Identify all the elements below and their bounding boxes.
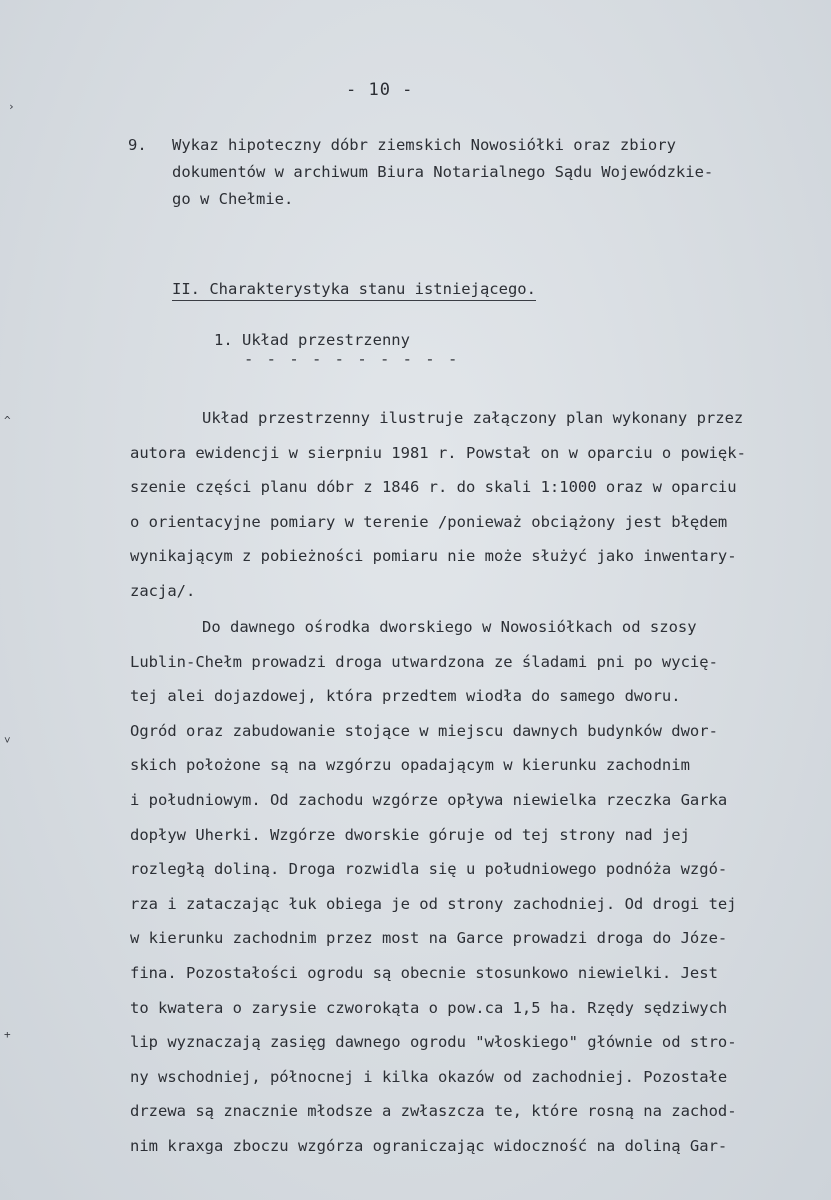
page-number: - 10 -	[346, 80, 414, 100]
text-line: Lublin-Chełm prowadzi droga utwardzona ze śladami pni po wycię-	[130, 652, 718, 671]
text-line: nim kraxga zboczu wzgórza ograniczając widoczność na doliną Gar-	[130, 1136, 728, 1155]
text-line: ny wschodniej, północnej i kilka okazów od zachodniej. Pozostałe	[130, 1067, 728, 1086]
bibliography-item-9	[128, 132, 768, 213]
margin-mark: ˅	[4, 734, 11, 747]
text-line: rza i zataczając łuk obiega je od strony zachodniej. Od drogi tej	[130, 894, 737, 913]
text-line: drzewa są znacznie młodsze a zwłaszcza te, które rosną na zachod-	[130, 1102, 737, 1121]
margin-mark: ^	[4, 414, 11, 427]
text-line: Do dawnego ośrodka dworskiego w Nowosiółkach od szosy	[202, 618, 697, 636]
text-line: skich położone są na wzgórzu opadającym w kierunku zachodnim	[130, 756, 690, 775]
paragraph-2	[130, 610, 820, 1164]
text-line: autora ewidencji w sierpniu 1981 r. Powstał on w oparciu o powięk-	[130, 443, 746, 462]
text-line: tej alei dojazdowej, która przedtem wiodła do samego dworu.	[130, 687, 681, 706]
subsection-underline: - - - - - - - - - -	[244, 350, 460, 368]
item-line: dokumentów w archiwum Biura Notarialnego Sądu Wojewódzkie-	[172, 163, 714, 181]
text-line: o orientacyjne pomiary w terenie /ponieważ obciążony jest błędem	[130, 512, 728, 531]
text-line: zacja/.	[130, 581, 196, 600]
text-line: Ogród oraz zabudowanie stojące w miejscu dawnych budynków dwor-	[130, 721, 718, 740]
text-line: i południowym. Od zachodu wzgórze opływa niewielka rzeczka Garka	[130, 790, 728, 809]
text-line: rozległą doliną. Droga rozwidla się u południowego podnóża wzgó-	[130, 860, 728, 879]
text-line: lip wyznaczają zasięg dawnego ogrodu "włoskiego" głównie od stro-	[130, 1033, 737, 1052]
item-number: 9.	[128, 136, 147, 154]
item-line: Wykaz hipoteczny dóbr ziemskich Nowosiółki oraz zbiory	[172, 136, 676, 154]
text-line: to kwatera o zarysie czworokąta o pow.ca 1,5 ha. Rzędy sędziwych	[130, 998, 728, 1017]
margin-mark: ›	[8, 100, 15, 113]
subsection-heading: 1. Układ przestrzenny	[214, 331, 410, 349]
text-line: dopływ Uherki. Wzgórze dworskie góruje od tej strony nad jej	[130, 825, 690, 844]
text-line: w kierunku zachodnim przez most na Garce prowadzi droga do Józe-	[130, 929, 728, 948]
paragraph-1	[130, 401, 820, 609]
text-line: wynikającym z pobieżności pomiaru nie może służyć jako inwentary-	[130, 547, 737, 566]
text-line: Układ przestrzenny ilustruje załączony plan wykonany przez	[202, 409, 744, 427]
section-heading: II. Charakterystyka stanu istniejącego.	[172, 280, 536, 301]
text-line: szenie części planu dóbr z 1846 r. do skali 1:1000 oraz w oparciu	[130, 478, 737, 497]
text-line: fina. Pozostałości ogrodu są obecnie stosunkowo niewielki. Jest	[130, 963, 718, 982]
margin-mark: +	[4, 1028, 11, 1041]
item-line: go w Chełmie.	[172, 190, 294, 208]
